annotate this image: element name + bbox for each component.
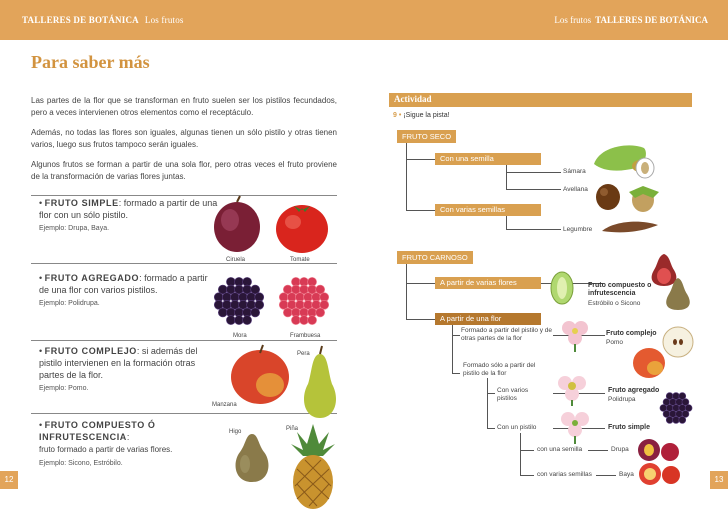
carnoso-una-flor-box: A partir de una flor: [435, 313, 541, 325]
varios-pistilos-label: Con varios pistilos: [497, 387, 529, 402]
label-manzana: Manzana: [212, 402, 237, 408]
fig-small-illustration: [663, 276, 693, 312]
fruto-simple-label: Fruto simple: [608, 424, 651, 431]
pistilo-otras-partes-label: Formado a partir del pistilo y de otras partes de la flor: [461, 327, 553, 342]
task-line: [393, 112, 450, 119]
intro-paragraph-3: Algunos frutos se forman a partir de una sola flor, pero otras veces el fruto proviene de la transformación de varias flores juntas.: [31, 160, 337, 181]
page-number-left: 12: [0, 471, 18, 489]
berry-illustration: [659, 462, 683, 486]
apple-illustration: [230, 345, 296, 407]
fruit-agregado-desc: : formado a partir de una flor con varios pistilos.: [39, 273, 208, 295]
tree-line: [406, 319, 435, 320]
tree-line: [506, 229, 561, 230]
divider: [31, 263, 337, 264]
tree-line: [406, 264, 407, 319]
hazelnut-husk-illustration: [625, 182, 663, 214]
hazelnut-illustration: [593, 180, 623, 212]
varias-semillas-label: con varias semillas: [537, 471, 592, 478]
samara-seed-illustration: [633, 156, 657, 180]
label-mora: Mora: [233, 333, 247, 339]
seco-una-semilla-box: Con una semilla: [435, 153, 541, 165]
intro-paragraph-2: Además, no todas las flores son iguales, algunas tienen un sólo pistilo y otras tienen varios, luego sus frutos tampoco serán iguales.: [31, 128, 337, 149]
fruit-simple-desc: : formado a partir de una flor con un sólo pistilo.: [39, 198, 218, 220]
pineapple-illustration: [287, 424, 339, 512]
carnoso-varias-flores-box: A partir de varias flores: [435, 277, 541, 289]
solo-pistilo-label: Formado sólo a partir del pistilo de la flor: [463, 362, 536, 377]
fruit-complejo-title: FRUTO COMPLEJO: [44, 346, 137, 356]
tree-line: [452, 325, 453, 373]
tree-line: [487, 393, 495, 394]
tree-line: [406, 143, 407, 210]
label-frambuesa: Frambuesa: [290, 333, 321, 339]
label-pina: Piña: [286, 426, 299, 432]
fruit-compuesto-title: FRUTO COMPUESTO Ó INFRUTESCENCIA: [39, 420, 156, 442]
header-right: [554, 15, 708, 25]
drupa-label: Drupa: [611, 446, 629, 453]
label-tomate: Tomate: [290, 257, 310, 263]
pear-illustration: [298, 350, 342, 422]
polidrupa-label: Polidrupa: [608, 396, 636, 403]
task-text: ¡Sigue la pista!: [403, 112, 450, 119]
tree-line: [452, 335, 460, 336]
apple-small-illustration: [631, 344, 667, 380]
fruit-compuesto-extra: fruto formado a partir de varias flores.: [39, 445, 173, 454]
fruit-compuesto-text: • FRUTO COMPUESTO Ó INFRUTESCENCIA: fruto formado a partir de varias flores. Ejemplo: Sicono, Estróbilo.: [39, 420, 173, 467]
fruit-simple-title: FRUTO SIMPLE: [44, 198, 119, 208]
label-samara: Sámara: [563, 168, 586, 175]
flower-one-pistil-illustration: [558, 408, 592, 444]
tree-line: [588, 450, 608, 451]
cherry-illustration: [658, 438, 682, 462]
blackberry-small-illustration: [656, 390, 696, 426]
fruto-complejo-label: Fruto complejo: [606, 330, 657, 337]
tree-line: [406, 159, 435, 160]
fruit-agregado-text: • FRUTO AGREGADO: formado a partir de una flor con varios pistilos. Ejemplo: Polidrupa.: [39, 273, 208, 307]
fruit-agregado-example: Ejemplo: Polidrupa.: [39, 300, 100, 307]
activity-title: Actividad: [394, 94, 432, 104]
fruit-simple-text: • FRUTO SIMPLE: formado a partir de una flor con un sólo pistilo. Ejemplo: Drupa, Baya.: [39, 198, 218, 232]
pomo-label: Pomo: [606, 339, 623, 346]
seco-varias-semillas-box: Con varias semillas: [435, 204, 541, 216]
un-pistilo-label: Con un pistilo: [497, 424, 537, 431]
label-ciruela: Ciruela: [226, 257, 246, 263]
tree-line: [506, 165, 507, 189]
raspberry-illustration: [278, 272, 333, 330]
tree-line: [520, 450, 534, 451]
tree-line: [506, 172, 561, 173]
intro-paragraph-1: Las partes de la flor que se transforman en fruto suelen ser los pistilos fecundados, pero a veces intervienen otros elementos como el receptáculo.: [31, 96, 337, 117]
tree-line: [487, 378, 488, 428]
tree-line: [520, 433, 521, 475]
label-legumbre: Legumbre: [563, 226, 593, 233]
fruit-complejo-example: Ejemplo: Pomo.: [39, 385, 89, 392]
page-number-right: 13: [710, 471, 728, 489]
una-semilla-label: con una semilla: [537, 446, 583, 453]
label-pera: Pera: [297, 351, 310, 357]
tree-line: [406, 210, 435, 211]
header-title-left: TALLERES DE BOTÁNICA: [22, 15, 139, 25]
plum-illustration: [210, 198, 270, 256]
header-title-right: TALLERES DE BOTÁNICA: [595, 15, 708, 25]
legume-illustration: [600, 219, 660, 239]
pink-flower-illustration: [560, 318, 590, 352]
activity-header: [389, 93, 692, 107]
divider: [31, 195, 337, 196]
header-subtitle-left: Los frutos: [144, 15, 184, 25]
flower-section-illustration: [548, 270, 576, 306]
fruto-agregado-label: Fruto agregado: [608, 387, 660, 394]
fruit-compuesto-example: Ejemplo: Sicono, Estróbilo.: [39, 460, 123, 467]
tree-line: [487, 428, 495, 429]
tomato-illustration: [272, 200, 332, 258]
divider: [31, 340, 337, 341]
fruit-complejo-desc: : si además del pistilo intervienen en la formación otras partes de la flor.: [39, 346, 198, 380]
baya-label: Baya: [619, 471, 634, 478]
flower-many-pistils-illustration: [555, 372, 589, 406]
fruit-agregado-title: FRUTO AGREGADO: [44, 273, 140, 283]
page-heading: Para saber más: [31, 52, 150, 72]
header-left: [22, 15, 184, 25]
fruit-compuesto-desc: :: [126, 432, 130, 442]
tree-line: [506, 216, 507, 229]
blackberry-illustration: [213, 272, 268, 330]
tree-line: [452, 373, 460, 374]
tree-line: [520, 475, 534, 476]
fruto-seco-box: FRUTO SECO: [397, 130, 456, 143]
fruto-carnoso-box: FRUTO CARNOSO: [397, 251, 473, 264]
label-higo: Higo: [229, 429, 242, 435]
fruit-simple-example: Ejemplo: Drupa, Baya.: [39, 225, 110, 232]
fruto-compuesto-examples: Estróbilo o Sicono: [588, 300, 641, 307]
fig-illustration: [230, 432, 274, 484]
fruto-compuesto-label: Fruto compuesto o infrutescencia: [588, 282, 652, 297]
fruit-complejo-text: • FRUTO COMPLEJO: si además del pistilo intervienen en la formación otras partes de la flor. Ejemplo: Pomo.: [39, 346, 198, 392]
tree-line: [596, 475, 616, 476]
tree-line: [406, 283, 435, 284]
divider: [31, 413, 337, 414]
tree-line: [506, 189, 561, 190]
label-avellana: Avellana: [563, 186, 588, 193]
header-subtitle-right: Los frutos: [554, 15, 592, 25]
task-number: 9 •: [393, 112, 402, 119]
